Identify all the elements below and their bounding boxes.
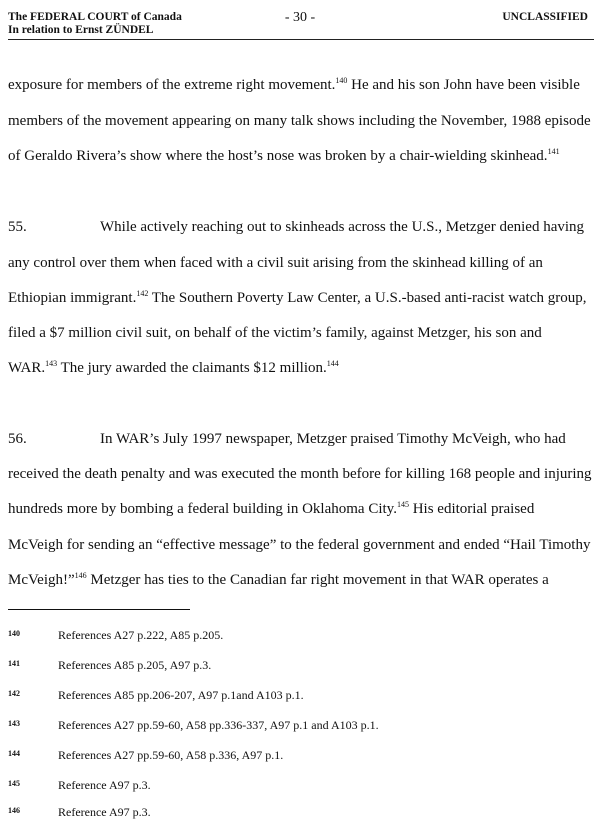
footnote-text: References A85 p.205, A97 p.3. [58, 658, 212, 672]
page-number: - 30 - [284, 10, 316, 25]
footnote-number: 140 [8, 629, 20, 638]
case-subject: In relation to Ernst ZÜNDEL [8, 24, 154, 36]
footnote-number: 141 [8, 659, 20, 668]
paragraph-number: 55. [8, 219, 27, 235]
paragraph-line: filed a $7 million civil suit, on behalf of the victim’s family, against Metzger, his son and [8, 325, 542, 341]
paragraph-line: Ethiopian immigrant.$^{142}$ The Southern Poverty Law Center, a U.S.-based anti-racist watch group, [8, 289, 587, 306]
paragraph-line: McVeigh!”$^{146}$ Metzger has ties to the Canadian far right movement in that WAR operates a [8, 571, 549, 588]
footnote-text: References A27 p.222, A85 p.205. [58, 628, 224, 642]
footnote-ref: 144 [326, 359, 339, 368]
paragraph-line: McVeigh for sending an “effective message” to the federal government and ended “Hail Timothy [8, 537, 591, 553]
paragraph-line: any control over them when faced with a civil suit arising from the skinhead killing of an [8, 255, 543, 271]
footnote [8, 804, 151, 819]
footnote-text: Reference A97 p.3. [58, 778, 151, 792]
footnote-ref: 146 [74, 571, 87, 580]
footnote-ref: 141 [547, 147, 560, 156]
footnote [8, 747, 283, 762]
classification-label: UNCLASSIFIED [502, 11, 588, 23]
footnote [8, 687, 304, 702]
footnote-number: 144 [8, 749, 20, 758]
footnote-number: 145 [8, 779, 20, 788]
footnote [8, 777, 151, 792]
footnote [8, 657, 211, 672]
footnote-ref: 143 [45, 359, 58, 368]
footnote-text: References A85 pp.206-207, A97 p.1and A103 p.1. [58, 688, 304, 702]
footnote-number: 146 [8, 806, 20, 815]
paragraph-line: members of the movement appearing on many talk shows including the November, 1988 episode [8, 113, 591, 129]
paragraph-55-line: 55. While actively reaching out to skinheads across the U.S., Metzger denied having [8, 219, 585, 235]
footnote-ref: 145 [396, 500, 409, 509]
paragraph-number: 56. [8, 431, 27, 447]
footnote-text: References A27 pp.59-60, A58 pp.336-337, A97 p.1 and A103 p.1. [58, 718, 379, 732]
footnote-separator [8, 609, 190, 610]
header-divider [8, 39, 594, 40]
footnote-text: Reference A97 p.3. [58, 805, 151, 819]
footnote [8, 627, 223, 642]
footnote-text: References A27 pp.59-60, A58 p.336, A97 p.1. [58, 748, 284, 762]
footnote-ref: 142 [136, 289, 149, 298]
paragraph-line: of Geraldo Rivera’s show where the host’s nose was broken by a chair-wielding skinhead.$^{141}$ [8, 147, 560, 164]
footnote-ref: 140 [335, 76, 348, 85]
paragraph-line: hundreds more by bombing a federal building in Oklahoma City.$^{145}$ His editorial praised [8, 500, 535, 517]
court-name: The FEDERAL COURT of Canada [8, 11, 182, 23]
footnote-number: 143 [8, 719, 20, 728]
footnote-number: 142 [8, 689, 20, 698]
paragraph-line: exposure for members of the extreme right movement.$^{140}$ He and his son John have been visible [8, 76, 580, 93]
footnote [8, 717, 379, 732]
paragraph-line: received the death penalty and was executed the month before for killing 168 people and injuring [8, 466, 592, 482]
paragraph-56-line: 56. In WAR’s July 1997 newspaper, Metzger praised Timothy McVeigh, who had [8, 431, 566, 447]
paragraph-line: WAR.$^{143}$ The jury awarded the claimants $12 million.$^{144}$ [8, 359, 339, 376]
